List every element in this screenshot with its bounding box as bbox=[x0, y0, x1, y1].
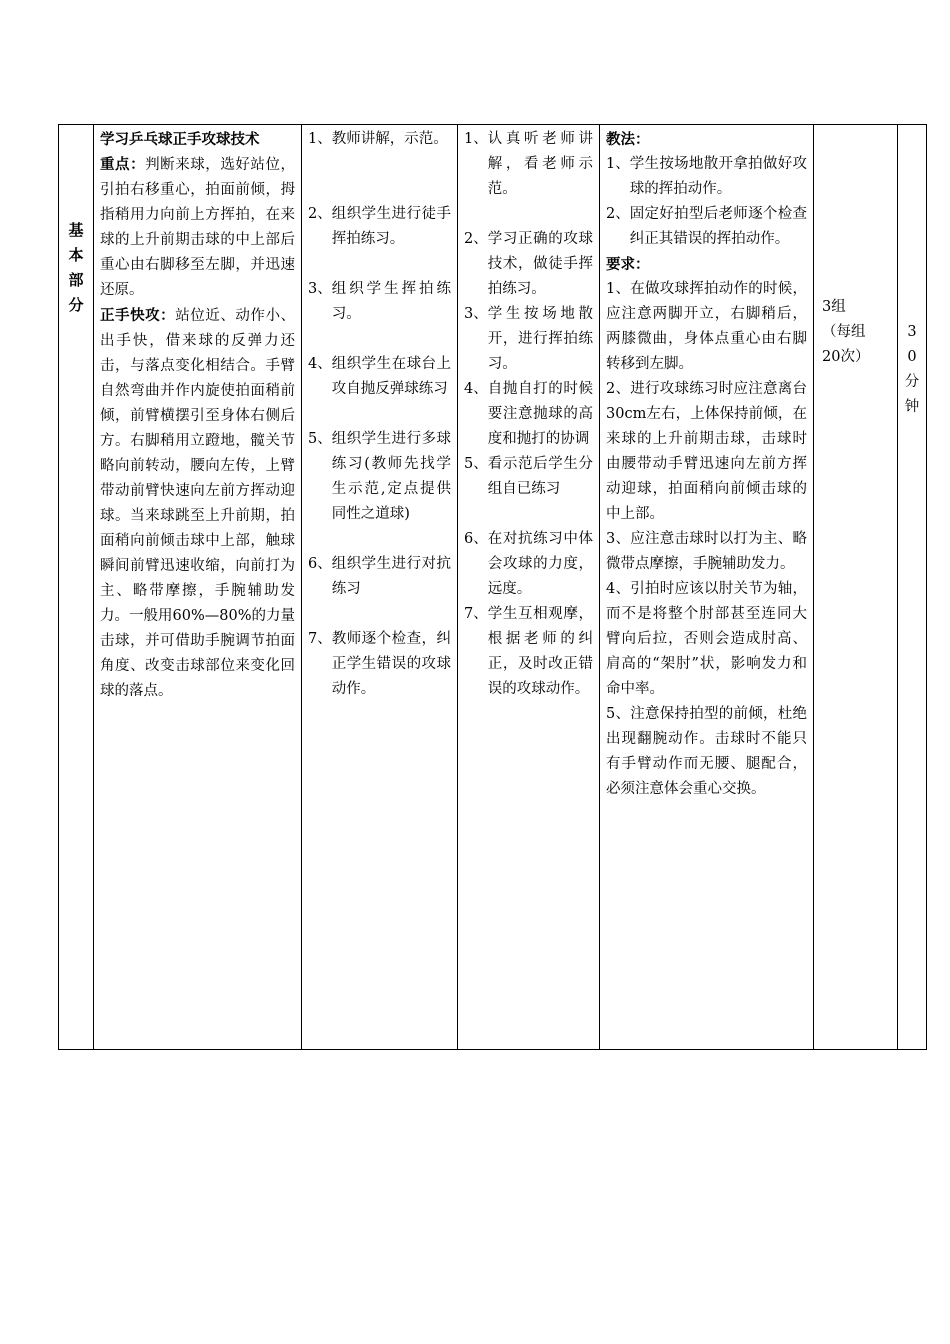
step-number: 1、 bbox=[464, 131, 488, 147]
requirement-item: 4、引拍时应该以肘关节为轴，而不是将整个肘部甚至连同大臂向后拉，否则会造成肘高、肩高的“架肘”状，影响发力和命中率。 bbox=[606, 581, 807, 697]
table-row bbox=[59, 125, 927, 1050]
step-text: 在对抗练习中体会攻球的力度，远度。 bbox=[487, 531, 593, 597]
teach-method-item bbox=[606, 202, 807, 252]
section-char: 基 bbox=[68, 221, 84, 239]
teacher-step bbox=[308, 202, 451, 252]
step-number: 7、 bbox=[464, 606, 488, 622]
lesson-plan-table bbox=[58, 124, 927, 1050]
step-number: 3、 bbox=[464, 306, 488, 322]
requirements-label: 要求： bbox=[606, 256, 650, 273]
section-cell bbox=[59, 125, 94, 1050]
time-char: 分 bbox=[904, 374, 920, 390]
step-text: 组织学生进行对抗练习 bbox=[331, 556, 451, 597]
student-step bbox=[464, 127, 593, 202]
step-number: 3、 bbox=[308, 281, 332, 297]
per-group-label: （每组 bbox=[822, 324, 866, 340]
teacher-step bbox=[308, 352, 451, 402]
step-number: 1、 bbox=[308, 131, 332, 147]
step-text: 组织学生在球台上攻自抛反弹球练习 bbox=[331, 356, 451, 397]
step-number: 5、 bbox=[308, 431, 332, 447]
content-cell bbox=[94, 125, 302, 1050]
keypoint-label: 重点： bbox=[100, 156, 146, 173]
student-step bbox=[464, 602, 593, 702]
item-number: 2、 bbox=[606, 206, 630, 222]
step-number: 5、 bbox=[464, 456, 488, 472]
fast-attack-paragraph bbox=[100, 303, 295, 704]
step-text: 组织学生挥拍练习。 bbox=[331, 281, 451, 322]
time-char: 3 bbox=[907, 324, 917, 340]
time-cell bbox=[898, 125, 927, 1050]
step-text: 教师讲解，示范。 bbox=[331, 131, 448, 147]
step-number: 2、 bbox=[308, 206, 332, 222]
teacher-step bbox=[308, 277, 451, 327]
teach-method-label: 教法： bbox=[606, 131, 650, 148]
step-number: 4、 bbox=[308, 356, 332, 372]
student-step bbox=[464, 377, 593, 452]
student-step bbox=[464, 452, 593, 502]
teacher-step bbox=[308, 552, 451, 602]
section-label bbox=[59, 218, 93, 318]
student-activity-cell bbox=[458, 125, 600, 1050]
step-number: 2、 bbox=[464, 231, 488, 247]
fast-attack-text: 站位近、动作小、出手快，借来球的反弹力还击，与落点变化相结合。手臂自然弯曲并作内旋使拍面稍前倾，前臂横摆引至身体右侧后方。右脚稍用立蹬地，髋关节略向前转动，腰向左传，上臂带动前臂快速向左前方挥动迎球。当来球跳至上升前期，拍面稍向前倾击球中上部，触球瞬间前臂迅速收缩，向前打为主、略带摩擦，手腕辅助发力。一般用60%—80%的力量击球，并可借助手腕调节拍面角度、改变击球部位来变化回球的落点。 bbox=[100, 308, 296, 699]
student-step bbox=[464, 227, 593, 302]
step-number: 6、 bbox=[308, 556, 332, 572]
teacher-activity-cell bbox=[302, 125, 458, 1050]
student-step bbox=[464, 302, 593, 377]
teach-method-item bbox=[606, 152, 807, 202]
requirement-item: 2、进行攻球练习时应注意离台30cm左右，上体保持前倾，在来球的上升前期击球，击球时由腰带动手臂迅速向左前方挥动迎球，拍面稍向前倾击球的中上部。 bbox=[606, 381, 807, 522]
teacher-step bbox=[308, 127, 451, 152]
keypoint-paragraph bbox=[100, 152, 295, 303]
section-char: 分 bbox=[68, 296, 84, 314]
step-text: 自抛自打的时候要注意抛球的高度和抛打的协调 bbox=[487, 381, 593, 447]
time-char: 钟 bbox=[904, 399, 920, 415]
step-text: 组织学生进行多球练习(教师先找学生示范,定点提供同性之道球) bbox=[331, 431, 451, 522]
step-text: 学习正确的攻球技术，做徒手挥拍练习。 bbox=[487, 231, 593, 297]
method-cell bbox=[600, 125, 814, 1050]
section-char: 本 bbox=[68, 246, 84, 264]
time-char: 0 bbox=[907, 349, 917, 365]
student-step bbox=[464, 527, 593, 602]
step-text: 认真听老师讲解，看老师示范。 bbox=[487, 131, 593, 197]
item-text: 学生按场地散开拿拍做好攻球的挥拍动作。 bbox=[629, 156, 807, 197]
duration-label bbox=[898, 320, 926, 420]
section-char: 部 bbox=[68, 271, 84, 289]
organization-cell bbox=[814, 125, 898, 1050]
requirement-item: 1、在做攻球挥拍动作的时候，应注意两脚开立，右脚稍后，两膝微曲，身体点重心由右脚转移到左脚。 bbox=[606, 281, 807, 372]
requirement-item: 5、注意保持拍型的前倾，杜绝出现翻腕动作。击球时不能只有手臂动作而无腰、腿配合，必须注意体会重心交换。 bbox=[606, 706, 807, 797]
step-number: 4、 bbox=[464, 381, 488, 397]
teacher-step bbox=[308, 427, 451, 527]
step-number: 6、 bbox=[464, 531, 488, 547]
content-title: 学习乒乓球正手攻球技术 bbox=[100, 131, 260, 148]
requirement-item: 3、应注意击球时以打为主、略微带点摩擦，手腕辅助发力。 bbox=[606, 531, 807, 572]
step-text: 学生按场地散开，进行挥拍练习。 bbox=[487, 306, 593, 372]
step-number: 7、 bbox=[308, 631, 332, 647]
group-count: 3组 bbox=[822, 299, 846, 315]
teacher-step bbox=[308, 627, 451, 702]
organization-text bbox=[820, 295, 891, 370]
fast-attack-label: 正手快攻： bbox=[100, 307, 176, 324]
step-text: 教师逐个检查，纠正学生错误的攻球动作。 bbox=[331, 631, 451, 697]
step-text: 组织学生进行徒手挥拍练习。 bbox=[331, 206, 451, 247]
item-text: 固定好拍型后老师逐个检查纠正其错误的挥拍动作。 bbox=[629, 206, 807, 247]
item-number: 1、 bbox=[606, 156, 630, 172]
repetitions: 20次） bbox=[822, 349, 870, 365]
step-text: 看示范后学生分组自已练习 bbox=[487, 456, 593, 497]
keypoint-text: 判断来球，选好站位，引拍右移重心，拍面前倾，拇指稍用力向前上方挥拍，在来球的上升前期击球的中上部后重心由右脚移至左脚，并迅速还原。 bbox=[100, 157, 295, 298]
step-text: 学生互相观摩，根据老师的纠正，及时改正错误的攻球动作。 bbox=[487, 606, 593, 697]
